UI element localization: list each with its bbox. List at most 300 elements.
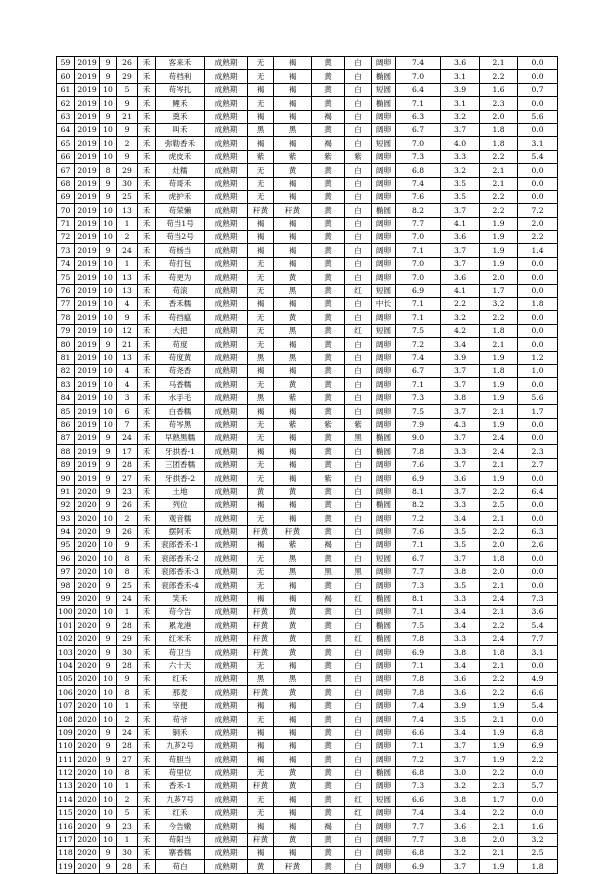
variety-name-cell: 香禾-1	[156, 780, 205, 793]
grain-width-cell: 3.9	[441, 83, 480, 96]
grain-width-cell: 3.7	[441, 739, 480, 752]
awn-color-cell: 褐	[248, 110, 274, 123]
variety-name-cell: 苟白	[156, 860, 205, 873]
growth-stage-cell: 成熟期	[205, 458, 248, 471]
day-cell: 13	[117, 204, 138, 217]
grain-width-cell: 3.7	[441, 364, 480, 377]
grain-shape-cell: 阔卵	[372, 833, 396, 846]
awn-color-cell: 紫	[248, 150, 274, 163]
awn-color-cell: 秆黄	[248, 780, 274, 793]
row-number-cell: 107	[57, 699, 75, 712]
variety-name-cell: 苟里位	[156, 766, 205, 779]
awn-color-cell: 无	[248, 579, 274, 592]
grain-length-cell: 7.1	[396, 659, 441, 672]
month-cell: 9	[100, 338, 117, 351]
row-number-cell: 60	[57, 70, 75, 83]
grain-width-cell: 3.7	[441, 378, 480, 391]
grain-shape-cell: 阔卵	[372, 780, 396, 793]
grain-width-cell: 3.3	[441, 592, 480, 605]
year-cell: 2020	[75, 659, 100, 672]
length-width-ratio-cell: 2.2	[480, 806, 518, 819]
awn-color-cell: 无	[248, 164, 274, 177]
growth-stage-cell: 成熟期	[205, 525, 248, 538]
grain-length-cell: 7.1	[396, 311, 441, 324]
awn-color-cell: 褐	[248, 217, 274, 230]
tip-color-cell: 褐	[312, 592, 345, 605]
growth-stage-cell: 成熟期	[205, 579, 248, 592]
hull-color-cell: 褐	[274, 445, 312, 458]
seed-coat-color-cell: 白	[345, 110, 372, 123]
day-cell: 24	[117, 726, 138, 739]
grain-width-cell: 3.6	[441, 672, 480, 685]
year-cell: 2020	[75, 632, 100, 645]
table-row	[57, 123, 558, 136]
awn-length-cell: 5.4	[518, 150, 558, 163]
growth-stage-cell: 成熟期	[205, 860, 248, 873]
grain-width-cell: 3.2	[441, 847, 480, 860]
day-cell: 21	[117, 338, 138, 351]
germplasm-data-table	[56, 56, 558, 874]
length-width-ratio-cell: 1.9	[480, 726, 518, 739]
seed-coat-color-cell: 白	[345, 458, 372, 471]
growth-stage-cell: 成熟期	[205, 766, 248, 779]
year-cell: 2019	[75, 324, 100, 337]
grain-width-cell: 3.4	[441, 726, 480, 739]
table-row	[57, 231, 558, 244]
seed-coat-color-cell: 紫	[345, 150, 372, 163]
variety-name-cell: 那麦	[156, 686, 205, 699]
grain-shape-cell: 椭圆	[372, 97, 396, 110]
awn-color-cell: 褐	[248, 405, 274, 418]
variety-name-cell: 衮郎香禾-3	[156, 565, 205, 578]
tip-color-cell: 黄	[312, 271, 345, 284]
length-width-ratio-cell: 1.8	[480, 364, 518, 377]
crop-type-cell: 禾	[138, 646, 156, 659]
length-width-ratio-cell: 1.9	[480, 860, 518, 873]
row-number-cell: 95	[57, 539, 75, 552]
grain-width-cell: 3.5	[441, 713, 480, 726]
growth-stage-cell: 成熟期	[205, 217, 248, 230]
crop-type-cell: 禾	[138, 284, 156, 297]
hull-color-cell: 黄	[274, 164, 312, 177]
grain-width-cell: 3.9	[441, 351, 480, 364]
tip-color-cell: 黄	[312, 204, 345, 217]
hull-color-cell: 黑	[274, 284, 312, 297]
tip-color-cell: 黄	[312, 284, 345, 297]
tip-color-cell: 黄	[312, 57, 345, 70]
crop-type-cell: 禾	[138, 632, 156, 645]
table-row	[57, 646, 558, 659]
tip-color-cell: 黄	[312, 793, 345, 806]
awn-color-cell: 无	[248, 271, 274, 284]
year-cell: 2020	[75, 820, 100, 833]
row-number-cell: 101	[57, 619, 75, 632]
tip-color-cell: 黄	[312, 70, 345, 83]
hull-color-cell: 黑	[274, 672, 312, 685]
length-width-ratio-cell: 2.2	[480, 70, 518, 83]
tip-color-cell: 黄	[312, 97, 345, 110]
variety-name-cell: 牙拱香-2	[156, 472, 205, 485]
month-cell: 10	[100, 271, 117, 284]
awn-length-cell: 0.0	[518, 806, 558, 819]
seed-coat-color-cell: 白	[345, 405, 372, 418]
grain-shape-cell: 短圆	[372, 137, 396, 150]
awn-length-cell: 3.1	[518, 137, 558, 150]
year-cell: 2019	[75, 418, 100, 431]
growth-stage-cell: 成熟期	[205, 686, 248, 699]
month-cell: 9	[100, 445, 117, 458]
seed-coat-color-cell: 白	[345, 860, 372, 873]
grain-width-cell: 4.1	[441, 217, 480, 230]
row-number-cell: 80	[57, 338, 75, 351]
growth-stage-cell: 成熟期	[205, 619, 248, 632]
grain-shape-cell: 短圆	[372, 284, 396, 297]
month-cell: 9	[100, 485, 117, 498]
length-width-ratio-cell: 2.4	[480, 431, 518, 444]
variety-name-cell: 奠禾	[156, 110, 205, 123]
day-cell: 26	[117, 525, 138, 538]
awn-color-cell: 无	[248, 378, 274, 391]
crop-type-cell: 禾	[138, 190, 156, 203]
hull-color-cell: 褐	[274, 498, 312, 511]
seed-coat-color-cell: 红	[345, 284, 372, 297]
crop-type-cell: 禾	[138, 338, 156, 351]
tip-color-cell: 褐	[312, 110, 345, 123]
awn-length-cell: 0.0	[518, 284, 558, 297]
seed-coat-color-cell: 白	[345, 83, 372, 96]
month-cell: 10	[100, 418, 117, 431]
length-width-ratio-cell: 2.4	[480, 445, 518, 458]
year-cell: 2019	[75, 164, 100, 177]
grain-shape-cell: 阔卵	[372, 472, 396, 485]
grain-shape-cell: 阔卵	[372, 338, 396, 351]
length-width-ratio-cell: 2.2	[480, 150, 518, 163]
seed-coat-color-cell: 红	[345, 793, 372, 806]
year-cell: 2019	[75, 231, 100, 244]
row-number-cell: 81	[57, 351, 75, 364]
awn-color-cell: 褐	[248, 364, 274, 377]
crop-type-cell: 禾	[138, 820, 156, 833]
grain-width-cell: 3.5	[441, 190, 480, 203]
length-width-ratio-cell: 2.1	[480, 847, 518, 860]
grain-length-cell: 6.3	[396, 110, 441, 123]
table-row	[57, 244, 558, 257]
awn-color-cell: 无	[248, 793, 274, 806]
awn-color-cell: 秆黄	[248, 204, 274, 217]
table-row	[57, 458, 558, 471]
awn-color-cell: 黑	[248, 351, 274, 364]
table-row	[57, 83, 558, 96]
growth-stage-cell: 成熟期	[205, 672, 248, 685]
year-cell: 2019	[75, 431, 100, 444]
awn-length-cell: 0.0	[518, 431, 558, 444]
variety-name-cell: 苟岑扎	[156, 83, 205, 96]
tip-color-cell: 黄	[312, 405, 345, 418]
tip-color-cell: 黄	[312, 378, 345, 391]
month-cell: 10	[100, 97, 117, 110]
year-cell: 2019	[75, 204, 100, 217]
awn-length-cell: 0.0	[518, 659, 558, 672]
crop-type-cell: 禾	[138, 766, 156, 779]
hull-color-cell: 黄	[274, 606, 312, 619]
year-cell: 2019	[75, 137, 100, 150]
variety-name-cell: 红米禾	[156, 632, 205, 645]
table-row	[57, 378, 558, 391]
grain-shape-cell: 阔卵	[372, 177, 396, 190]
crop-type-cell: 禾	[138, 512, 156, 525]
day-cell: 28	[117, 458, 138, 471]
grain-shape-cell: 阔卵	[372, 713, 396, 726]
grain-shape-cell: 阔卵	[372, 512, 396, 525]
grain-shape-cell: 短圆	[372, 793, 396, 806]
awn-length-cell: 1.0	[518, 364, 558, 377]
variety-name-cell: 六十天	[156, 659, 205, 672]
crop-type-cell: 禾	[138, 780, 156, 793]
awn-color-cell: 无	[248, 512, 274, 525]
length-width-ratio-cell: 1.9	[480, 351, 518, 364]
grain-width-cell: 3.4	[441, 619, 480, 632]
grain-shape-cell: 阔卵	[372, 351, 396, 364]
grain-width-cell: 3.4	[441, 806, 480, 819]
hull-color-cell: 褐	[274, 190, 312, 203]
month-cell: 9	[100, 632, 117, 645]
crop-type-cell: 禾	[138, 324, 156, 337]
variety-name-cell: 灶糯	[156, 164, 205, 177]
table-row	[57, 364, 558, 377]
grain-shape-cell: 中长	[372, 298, 396, 311]
grain-width-cell: 3.8	[441, 646, 480, 659]
crop-type-cell: 禾	[138, 699, 156, 712]
variety-name-cell: 弥勒香禾	[156, 137, 205, 150]
awn-length-cell: 1.7	[518, 405, 558, 418]
awn-length-cell: 4.9	[518, 672, 558, 685]
grain-width-cell: 3.8	[441, 793, 480, 806]
grain-shape-cell: 阔卵	[372, 739, 396, 752]
awn-length-cell: 0.0	[518, 177, 558, 190]
month-cell: 10	[100, 766, 117, 779]
grain-width-cell: 3.1	[441, 70, 480, 83]
length-width-ratio-cell: 2.2	[480, 190, 518, 203]
tip-color-cell: 紫	[312, 150, 345, 163]
tip-color-cell: 黄	[312, 190, 345, 203]
day-cell: 2	[117, 231, 138, 244]
row-number-cell: 93	[57, 512, 75, 525]
month-cell: 10	[100, 686, 117, 699]
length-width-ratio-cell: 2.1	[480, 338, 518, 351]
variety-name-cell: 苟档利	[156, 70, 205, 83]
day-cell: 13	[117, 271, 138, 284]
hull-color-cell: 褐	[274, 231, 312, 244]
awn-color-cell: 无	[248, 713, 274, 726]
month-cell: 10	[100, 552, 117, 565]
crop-type-cell: 禾	[138, 726, 156, 739]
table-row	[57, 57, 558, 70]
variety-name-cell: 三团香糯	[156, 458, 205, 471]
year-cell: 2019	[75, 150, 100, 163]
grain-length-cell: 7.3	[396, 150, 441, 163]
tip-color-cell: 黄	[312, 780, 345, 793]
grain-length-cell: 6.6	[396, 726, 441, 739]
row-number-cell: 67	[57, 164, 75, 177]
growth-stage-cell: 成熟期	[205, 150, 248, 163]
year-cell: 2020	[75, 498, 100, 511]
variety-name-cell: 水手毛	[156, 391, 205, 404]
length-width-ratio-cell: 1.9	[480, 753, 518, 766]
row-number-cell: 98	[57, 579, 75, 592]
grain-length-cell: 6.7	[396, 364, 441, 377]
crop-type-cell: 禾	[138, 217, 156, 230]
grain-length-cell: 7.0	[396, 137, 441, 150]
year-cell: 2019	[75, 190, 100, 203]
day-cell: 24	[117, 592, 138, 605]
growth-stage-cell: 成熟期	[205, 472, 248, 485]
year-cell: 2019	[75, 311, 100, 324]
hull-color-cell: 褐	[274, 512, 312, 525]
grain-shape-cell: 椭圆	[372, 204, 396, 217]
awn-length-cell: 0.0	[518, 793, 558, 806]
grain-width-cell: 3.3	[441, 150, 480, 163]
grain-length-cell: 6.7	[396, 552, 441, 565]
seed-coat-color-cell: 红	[345, 632, 372, 645]
awn-length-cell: 0.0	[518, 311, 558, 324]
month-cell: 8	[100, 164, 117, 177]
variety-name-cell: 牙拱香-1	[156, 445, 205, 458]
grain-length-cell: 8.1	[396, 485, 441, 498]
table-row	[57, 833, 558, 846]
day-cell: 4	[117, 298, 138, 311]
year-cell: 2019	[75, 123, 100, 136]
growth-stage-cell: 成熟期	[205, 592, 248, 605]
year-cell: 2020	[75, 739, 100, 752]
grain-shape-cell: 阔卵	[372, 525, 396, 538]
grain-shape-cell: 阔卵	[372, 686, 396, 699]
year-cell: 2019	[75, 472, 100, 485]
day-cell: 28	[117, 860, 138, 873]
grain-length-cell: 7.1	[396, 97, 441, 110]
length-width-ratio-cell: 1.9	[480, 231, 518, 244]
growth-stage-cell: 成熟期	[205, 606, 248, 619]
awn-color-cell: 秆黄	[248, 833, 274, 846]
grain-length-cell: 7.4	[396, 806, 441, 819]
variety-name-cell: 观音糯	[156, 512, 205, 525]
grain-width-cell: 3.7	[441, 753, 480, 766]
day-cell: 27	[117, 472, 138, 485]
hull-color-cell: 秆黄	[274, 860, 312, 873]
crop-type-cell: 禾	[138, 431, 156, 444]
awn-color-cell: 褐	[248, 847, 274, 860]
variety-name-cell: 苟滚	[156, 284, 205, 297]
grain-shape-cell: 阔卵	[372, 539, 396, 552]
length-width-ratio-cell: 2.2	[480, 311, 518, 324]
length-width-ratio-cell: 1.8	[480, 137, 518, 150]
seed-coat-color-cell: 白	[345, 271, 372, 284]
crop-type-cell: 禾	[138, 565, 156, 578]
awn-length-cell: 0.0	[518, 498, 558, 511]
tip-color-cell: 紫	[312, 418, 345, 431]
length-width-ratio-cell: 2.2	[480, 766, 518, 779]
table-row	[57, 512, 558, 525]
awn-color-cell: 无	[248, 177, 274, 190]
seed-coat-color-cell: 白	[345, 646, 372, 659]
grain-shape-cell: 椭圆	[372, 431, 396, 444]
variety-name-cell: 大把	[156, 324, 205, 337]
year-cell: 2019	[75, 391, 100, 404]
hull-color-cell: 黄	[274, 780, 312, 793]
length-width-ratio-cell: 2.1	[480, 177, 518, 190]
year-cell: 2020	[75, 485, 100, 498]
crop-type-cell: 禾	[138, 83, 156, 96]
length-width-ratio-cell: 1.9	[480, 378, 518, 391]
length-width-ratio-cell: 2.3	[480, 97, 518, 110]
grain-shape-cell: 阔卵	[372, 164, 396, 177]
table-row	[57, 579, 558, 592]
grain-shape-cell: 阔卵	[372, 659, 396, 672]
seed-coat-color-cell: 白	[345, 123, 372, 136]
growth-stage-cell: 成熟期	[205, 110, 248, 123]
day-cell: 27	[117, 753, 138, 766]
hull-color-cell: 黑	[274, 324, 312, 337]
growth-stage-cell: 成熟期	[205, 565, 248, 578]
grain-length-cell: 7.1	[396, 378, 441, 391]
hull-color-cell: 褐	[274, 137, 312, 150]
hull-color-cell: 褐	[274, 217, 312, 230]
tip-color-cell: 黄	[312, 860, 345, 873]
growth-stage-cell: 成熟期	[205, 123, 248, 136]
year-cell: 2019	[75, 351, 100, 364]
variety-name-cell: 客来禾	[156, 57, 205, 70]
grain-width-cell: 3.3	[441, 632, 480, 645]
seed-coat-color-cell: 白	[345, 204, 372, 217]
tip-color-cell: 黄	[312, 766, 345, 779]
year-cell: 2020	[75, 552, 100, 565]
month-cell: 10	[100, 150, 117, 163]
seed-coat-color-cell: 白	[345, 766, 372, 779]
awn-length-cell: 0.0	[518, 190, 558, 203]
seed-coat-color-cell: 黑	[345, 431, 372, 444]
grain-length-cell: 6.9	[396, 646, 441, 659]
month-cell: 10	[100, 780, 117, 793]
crop-type-cell: 禾	[138, 606, 156, 619]
month-cell: 10	[100, 806, 117, 819]
hull-color-cell: 褐	[274, 97, 312, 110]
year-cell: 2020	[75, 686, 100, 699]
seed-coat-color-cell: 白	[345, 57, 372, 70]
day-cell: 2	[117, 137, 138, 150]
table-body	[57, 57, 558, 874]
seed-coat-color-cell: 白	[345, 364, 372, 377]
awn-color-cell: 无	[248, 97, 274, 110]
growth-stage-cell: 成熟期	[205, 820, 248, 833]
length-width-ratio-cell: 2.0	[480, 833, 518, 846]
variety-name-cell: 鲤禾	[156, 97, 205, 110]
growth-stage-cell: 成熟期	[205, 445, 248, 458]
seed-coat-color-cell: 白	[345, 699, 372, 712]
row-number-cell: 102	[57, 632, 75, 645]
tip-color-cell: 黄	[312, 699, 345, 712]
table-row	[57, 298, 558, 311]
length-width-ratio-cell: 2.1	[480, 606, 518, 619]
grain-length-cell: 6.9	[396, 284, 441, 297]
tip-color-cell: 黄	[312, 431, 345, 444]
length-width-ratio-cell: 2.1	[480, 458, 518, 471]
growth-stage-cell: 成熟期	[205, 539, 248, 552]
grain-width-cell: 3.7	[441, 257, 480, 270]
growth-stage-cell: 成熟期	[205, 378, 248, 391]
tip-color-cell: 黄	[312, 458, 345, 471]
crop-type-cell: 禾	[138, 498, 156, 511]
crop-type-cell: 禾	[138, 753, 156, 766]
variety-name-cell: 苟阳当	[156, 833, 205, 846]
